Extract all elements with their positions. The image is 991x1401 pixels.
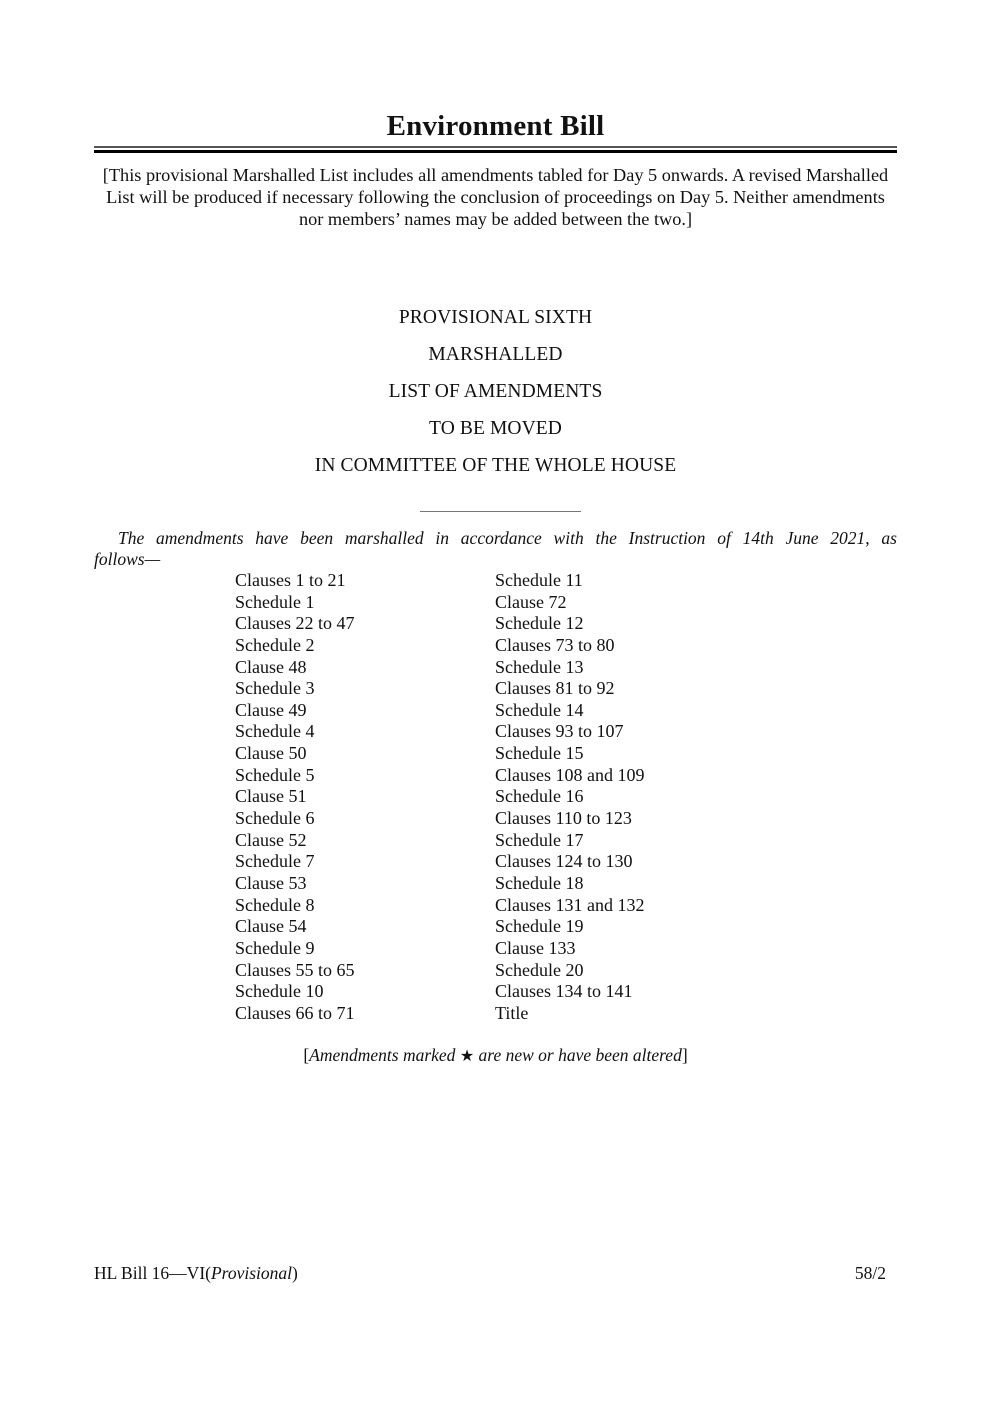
heading-line: MARSHALLED	[428, 344, 563, 365]
list-item: Clause 49	[235, 699, 307, 720]
list-item: Title	[495, 1002, 529, 1023]
heading-line: LIST OF AMENDMENTS	[388, 381, 603, 402]
list-item: Clause 72	[495, 591, 567, 612]
order-list-right-column	[495, 570, 644, 1024]
note-close-bracket: ]	[681, 1045, 688, 1065]
star-icon: ★	[459, 1048, 475, 1065]
list-item: Schedule 11	[495, 570, 583, 590]
list-item: Schedule 14	[495, 699, 584, 720]
note-text-before: Amendments marked	[309, 1045, 460, 1065]
list-item: Schedule 15	[495, 743, 584, 764]
list-item: Clause 48	[235, 656, 307, 677]
list-heading	[0, 305, 991, 490]
section-divider	[420, 511, 581, 512]
list-item: Schedule 2	[235, 634, 315, 655]
list-item: Clauses 108 and 109	[495, 764, 645, 785]
bill-reference	[94, 1262, 298, 1284]
list-item: Schedule 12	[495, 613, 584, 634]
page-reference: 58/2	[854, 1263, 886, 1283]
list-item: Clause 133	[495, 937, 576, 958]
bill-ref-text: HL Bill 16—VI(	[94, 1263, 211, 1283]
list-item: Clause 50	[235, 743, 307, 764]
list-item: Schedule 1	[235, 591, 315, 612]
bill-ref-italic: Provisional	[210, 1263, 292, 1283]
order-list-left-column	[235, 570, 355, 1024]
list-item: Clause 51	[235, 786, 307, 807]
list-item: Schedule 13	[495, 656, 584, 677]
list-item: Schedule 9	[235, 937, 315, 958]
list-item: Schedule 5	[235, 764, 315, 785]
list-item: Schedule 17	[495, 829, 584, 850]
list-item: Schedule 10	[235, 981, 324, 1002]
list-item: Schedule 18	[495, 872, 584, 893]
list-item: Clause 52	[235, 829, 307, 850]
heading-line: PROVISIONAL SIXTH	[398, 307, 593, 328]
provisional-notice: [This provisional Marshalled List includes all amendments tabled for Day 5 onwards. A revised Marshalled List will be produced if necessary following the conclusion of proceedings on Day 5. Neither amendments nor members’ names may be added between the two.]	[102, 165, 889, 229]
marshalling-intro	[94, 528, 897, 570]
list-item: Clauses 124 to 130	[495, 851, 633, 872]
list-item: Clauses 55 to 65	[235, 959, 355, 980]
list-item: Clauses 134 to 141	[495, 981, 633, 1002]
list-item: Schedule 7	[235, 851, 315, 872]
bill-ref-close: )	[292, 1263, 298, 1283]
heading-line: IN COMMITTEE OF THE WHOLE HOUSE	[314, 455, 677, 476]
list-item: Clauses 1 to 21	[235, 570, 346, 590]
list-item: Schedule 6	[235, 808, 315, 829]
list-item: Schedule 16	[495, 786, 584, 807]
list-item: Clauses 81 to 92	[495, 678, 615, 699]
list-item: Clause 53	[235, 872, 307, 893]
intro-line-2: follows—	[94, 549, 161, 569]
list-item: Schedule 20	[495, 959, 584, 980]
amendments-note	[0, 1044, 991, 1068]
heading-line: TO BE MOVED	[429, 418, 562, 439]
list-item: Clauses 93 to 107	[495, 721, 624, 742]
list-item: Clauses 22 to 47	[235, 613, 355, 634]
list-item: Clauses 73 to 80	[495, 634, 615, 655]
title-rule-thin	[94, 146, 897, 148]
list-item: Schedule 4	[235, 721, 315, 742]
list-item: Clauses 131 and 132	[495, 894, 645, 915]
note-text-after: are new or have been altered	[474, 1045, 682, 1065]
list-item: Clause 54	[235, 916, 307, 937]
list-item: Schedule 19	[495, 916, 584, 937]
note-open-bracket: [	[303, 1045, 310, 1065]
list-item: Clauses 110 to 123	[495, 808, 632, 829]
list-item: Clauses 66 to 71	[235, 1002, 355, 1023]
intro-line-1: The amendments have been marshalled in accordance with the Instruction of 14th June 2021, as	[118, 528, 897, 548]
list-item: Schedule 8	[235, 894, 315, 915]
title-rule-thick	[94, 150, 897, 153]
list-item: Schedule 3	[235, 678, 315, 699]
bill-title: Environment Bill	[386, 110, 605, 142]
